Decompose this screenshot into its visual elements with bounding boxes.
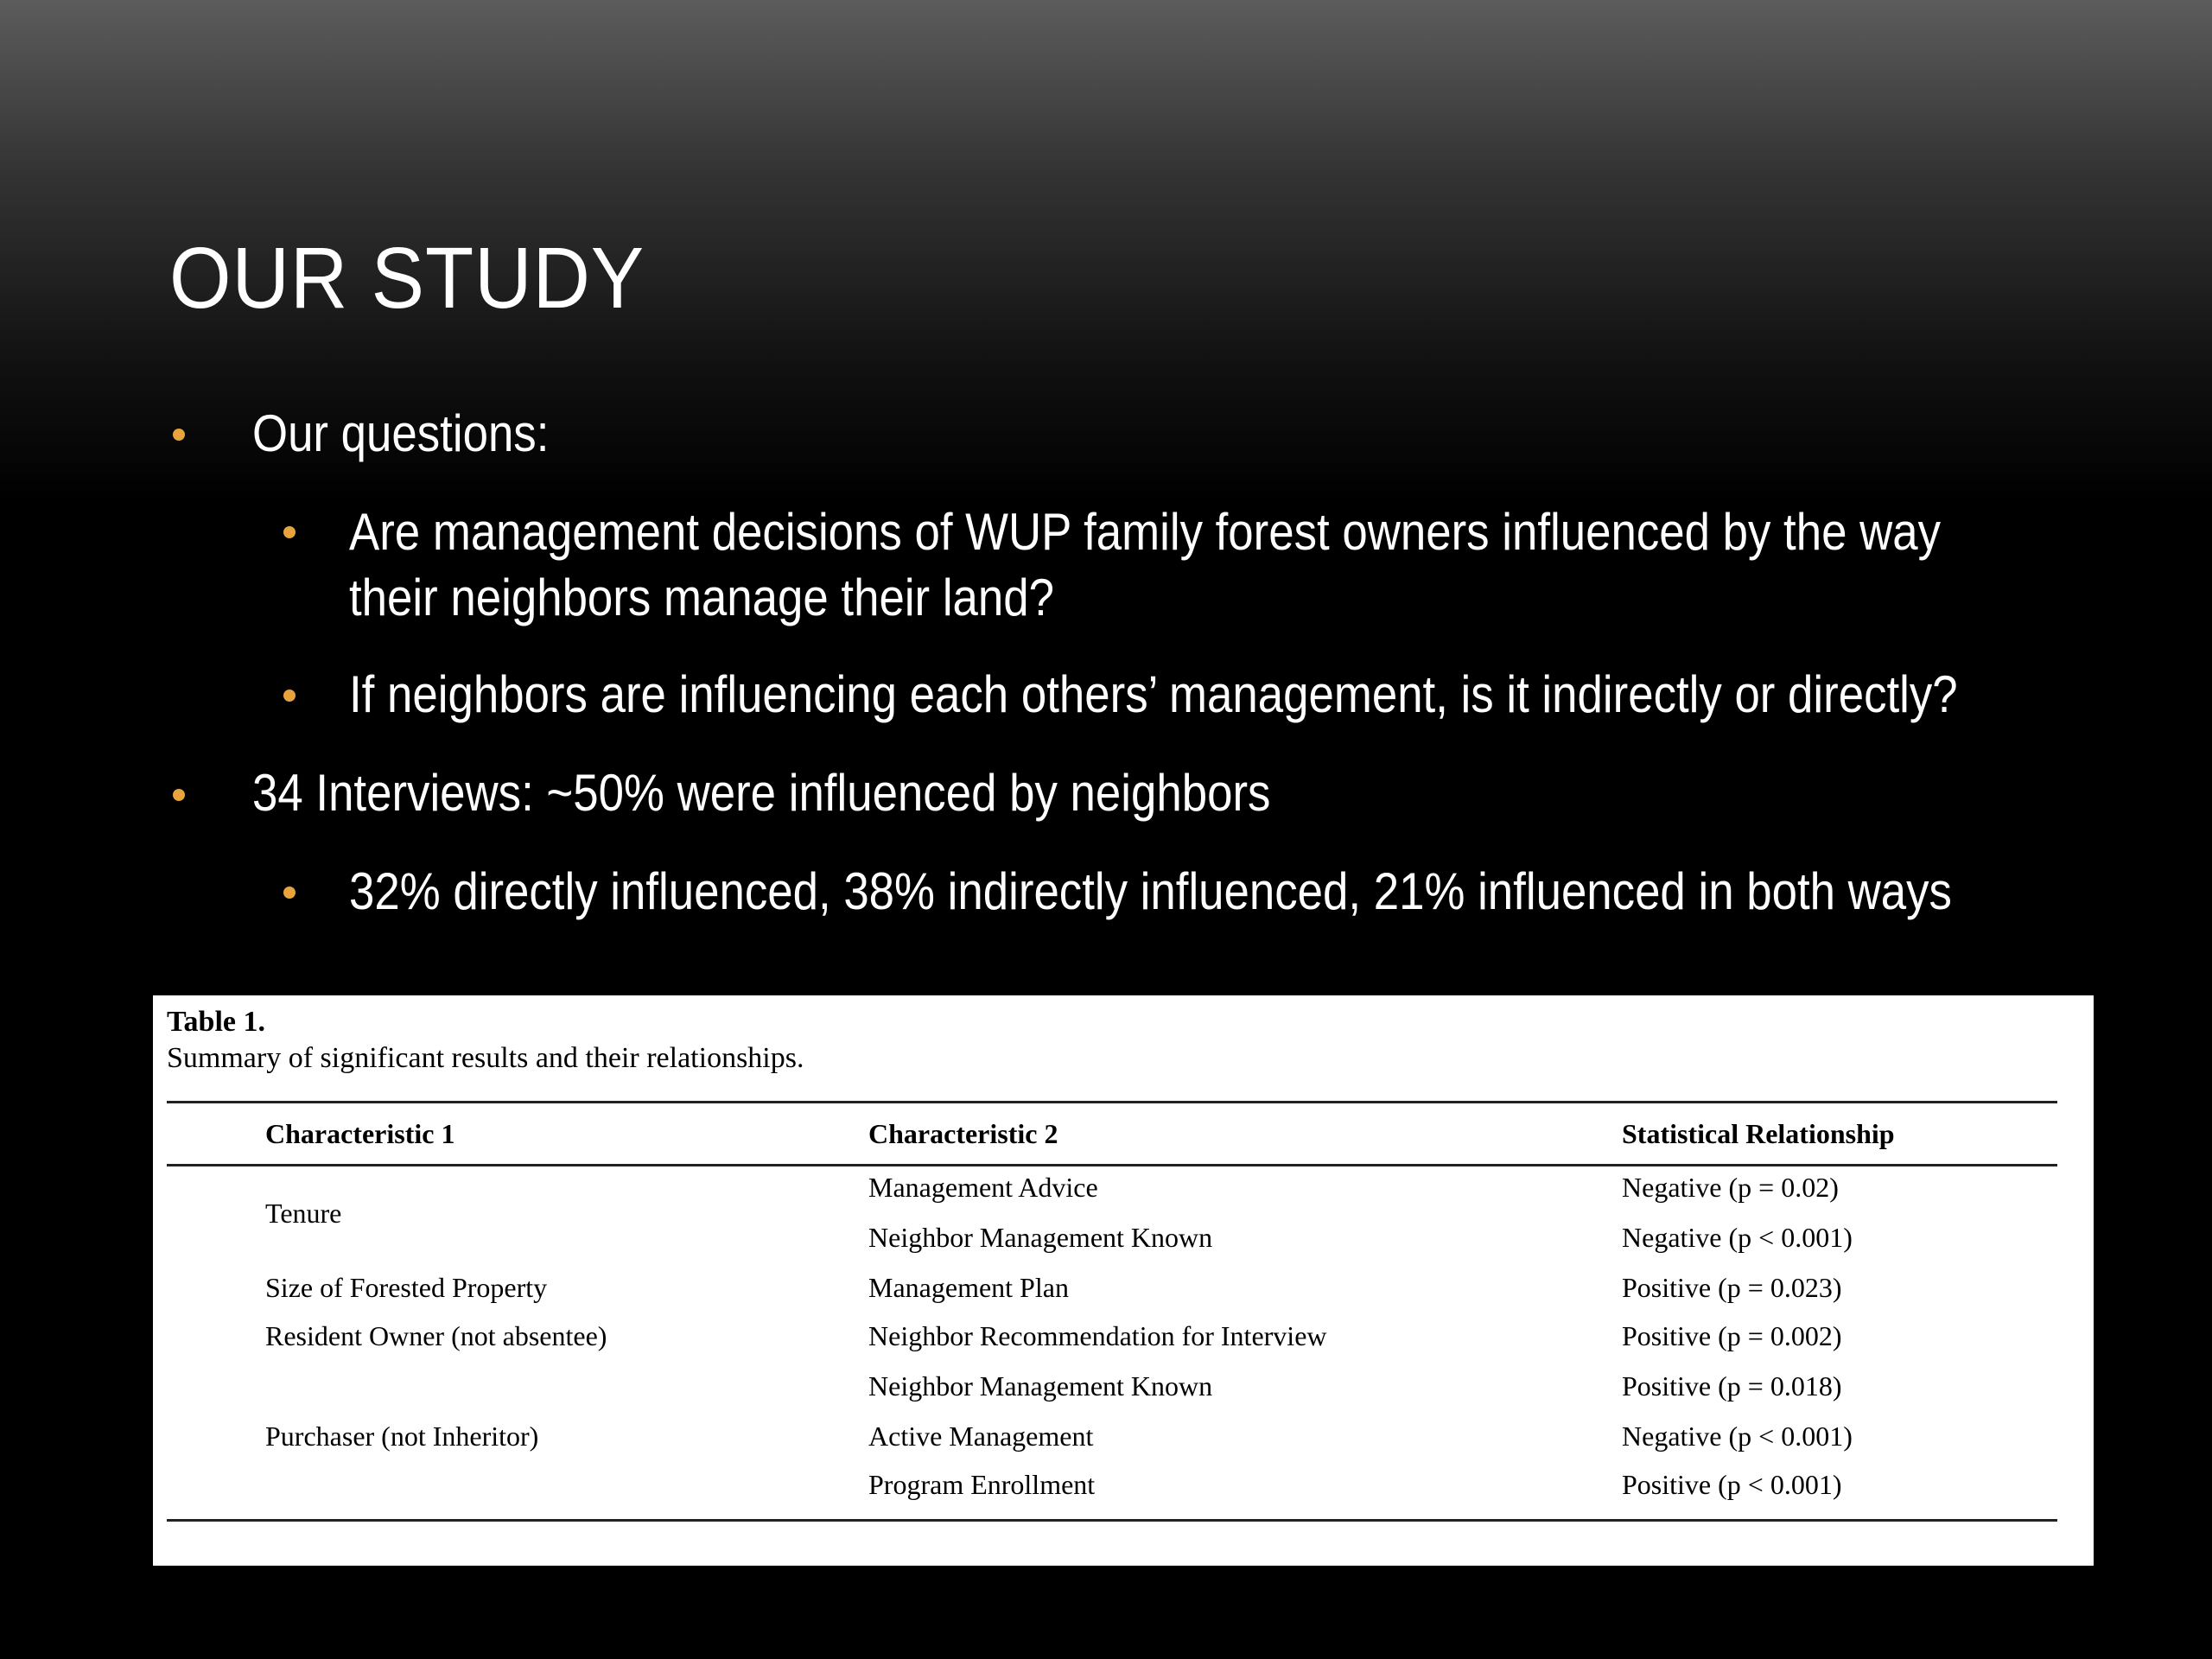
table-cell-c1: Resident Owner (not absentee) xyxy=(265,1320,607,1351)
header-statistical-relationship: Statistical Relationship xyxy=(1622,1118,1895,1149)
sub-bullet-question-1: Are management decisions of WUP family forest owners influenced by the way xyxy=(349,503,1942,561)
table-cell-rel: Positive (p < 0.001) xyxy=(1622,1469,1842,1500)
table-cell-rel: Negative (p < 0.001) xyxy=(1622,1222,1853,1253)
table-cell-c1: Size of Forested Property xyxy=(265,1272,548,1303)
header-characteristic-2: Characteristic 2 xyxy=(868,1118,1058,1149)
table-cell-rel: Positive (p = 0.023) xyxy=(1622,1272,1842,1303)
bullet-interviews: 34 Interviews: ~50% were influenced by neighbors xyxy=(252,764,1271,822)
bullet-questions: Our questions: xyxy=(252,404,550,462)
table-header-rule xyxy=(167,1164,2057,1166)
bullet-dot xyxy=(283,526,296,538)
table-cell-c1: Purchaser (not Inheritor) xyxy=(265,1421,539,1452)
table-cell-c2: Neighbor Recommendation for Interview xyxy=(868,1320,1327,1351)
table-cell-rel: Negative (p < 0.001) xyxy=(1622,1421,1853,1452)
table-cell-c2: Management Plan xyxy=(868,1272,1069,1303)
table-cell-c2: Neighbor Management Known xyxy=(868,1370,1213,1402)
table-bottom-rule xyxy=(167,1519,2057,1522)
sub-bullet-percentages: 32% directly influenced, 38% indirectly influenced, 21% influenced in both ways xyxy=(349,862,1952,920)
bullet-dot xyxy=(283,887,296,899)
table-cell-c2: Active Management xyxy=(868,1421,1094,1452)
table-cell-rel: Positive (p = 0.018) xyxy=(1622,1370,1842,1402)
table-cell-rel: Negative (p = 0.02) xyxy=(1622,1172,1839,1203)
slide-title: OUR STUDY xyxy=(169,230,645,327)
table-cell-c2: Neighbor Management Known xyxy=(868,1222,1213,1253)
bullet-dot xyxy=(173,429,185,441)
sub-bullet-question-2: If neighbors are influencing each others’ management, is it indirectly or directly? xyxy=(349,665,1958,723)
table-cell-c2: Management Advice xyxy=(868,1172,1098,1203)
bullet-dot xyxy=(283,690,296,702)
table-caption-title: Table 1. xyxy=(167,1006,266,1038)
bullet-dot xyxy=(173,789,185,801)
table-cell-rel: Positive (p = 0.002) xyxy=(1622,1320,1842,1351)
table-cell-c1: Tenure xyxy=(265,1198,342,1229)
results-table xyxy=(153,995,2094,1566)
table-caption-subtitle: Summary of significant results and their relationships. xyxy=(167,1042,804,1074)
table-cell-c2: Program Enrollment xyxy=(868,1469,1096,1500)
sub-bullet-question-1-cont: their neighbors manage their land? xyxy=(349,569,1055,626)
table-top-rule xyxy=(167,1101,2057,1103)
header-characteristic-1: Characteristic 1 xyxy=(265,1118,455,1149)
